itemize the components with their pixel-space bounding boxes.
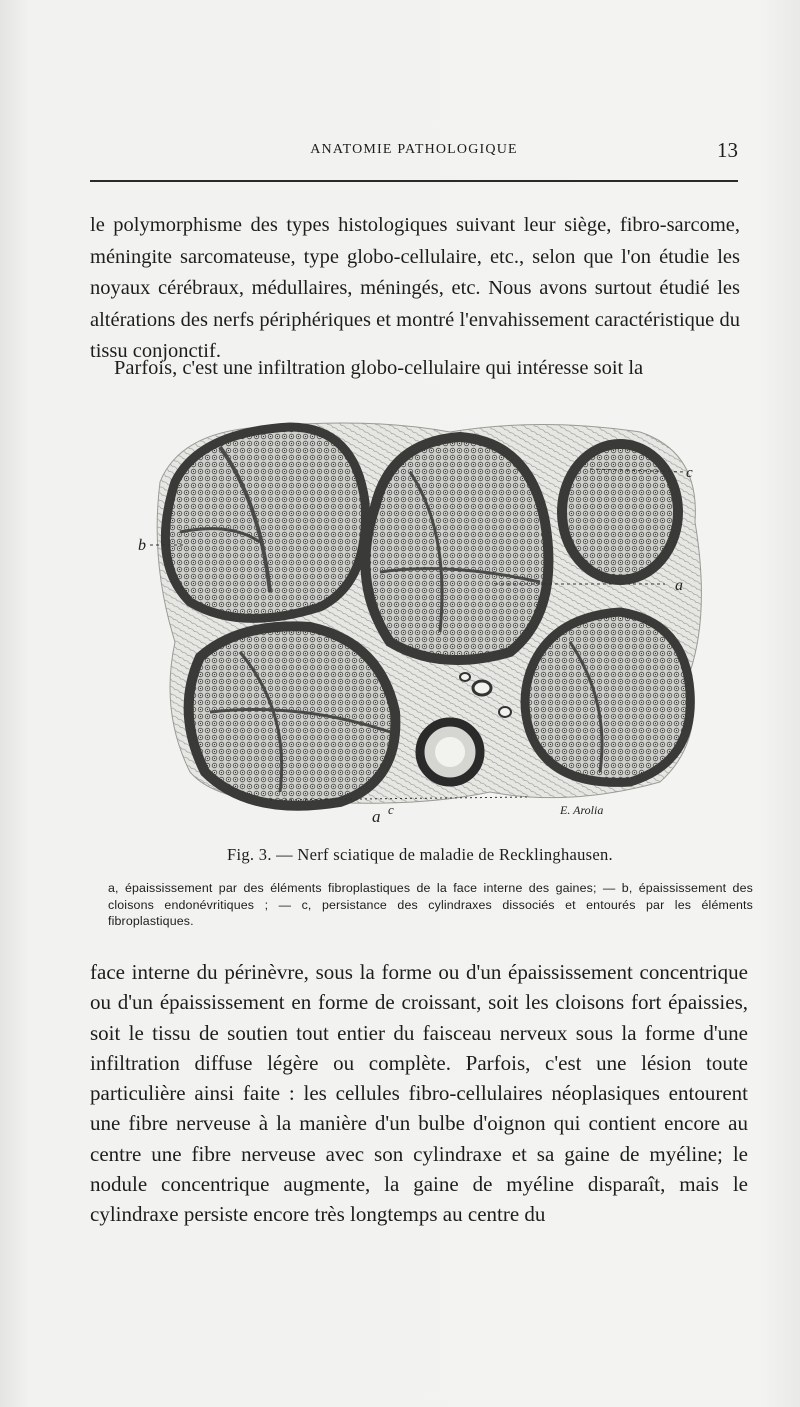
figure-label-a-bottom: a [372, 807, 381, 826]
nerve-illustration [120, 412, 720, 832]
fascicle-top-right [562, 444, 678, 580]
figure-label-c: c [686, 465, 693, 481]
paragraph-3: face interne du périnèvre, sous la forme ou d'un épaississement concentrique ou d'un épaississement en forme de croissant, soit les cloisons fort épaissies, soit le tissu de soutien tout entier du faisceau nerveux sous la forme d'une infiltration diffuse légère ou complète. Parfois, c'est une lésion toute particulière ainsi faite : les cellules fibro-cellulaires néoplasiques entourent une fibre nerveuse à la manière d'un bulbe d'oignon qui contient encore au centre une fibre nerveuse avec son cylindraxe et sa gaine de myéline; le nodule concentrique augmente, la gaine de myéline disparaît, mais le cylindraxe persiste encore très longtemps au centre du [90, 960, 748, 1227]
fascicle-top-centre [365, 437, 548, 660]
page-header [90, 138, 738, 168]
figure-legend: a, épaississement par des éléments fibroplastiques de la face interne des gaines; — b, épaississement des cloisons endonévritiques ; — c, persistance des cylindraxes dissociés et entourés par les éléments fibroplastiques. [108, 881, 753, 928]
figure-nerve-cross-section [120, 412, 720, 832]
page-number: 13 [717, 138, 738, 162]
paragraph-1: le polymorphisme des types histologiques suivant leur siège, fibro-sarcome, méningite sarcomateuse, type globo-cellulaire, etc., selon que l'on étudie les noyaux cérébraux, médullaires, méningés, etc. Nous avons surtout étudié les altérations des nerfs périphériques et montré l'envahissement caractéristique du tissu conjonctif. [90, 214, 740, 362]
header-rule [90, 180, 738, 182]
fascicle-top-left [165, 427, 365, 618]
figure-label-c-bottom: c [388, 802, 394, 817]
artist-signature: E. Arolia [560, 803, 604, 817]
figure-label-a: a [675, 577, 683, 594]
fascicle-bottom-left [189, 626, 396, 805]
figure-label-b: b [138, 537, 146, 554]
fascicle-bottom-right [525, 612, 690, 782]
running-head: ANATOMIE PATHOLOGIQUE [310, 142, 518, 157]
paragraph-2: Parfois, c'est une infiltration globo-cellulaire qui intéresse soit la [114, 357, 644, 379]
figure-caption: Fig. 3. — Nerf sciatique de maladie de Recklinghausen. [227, 845, 613, 864]
